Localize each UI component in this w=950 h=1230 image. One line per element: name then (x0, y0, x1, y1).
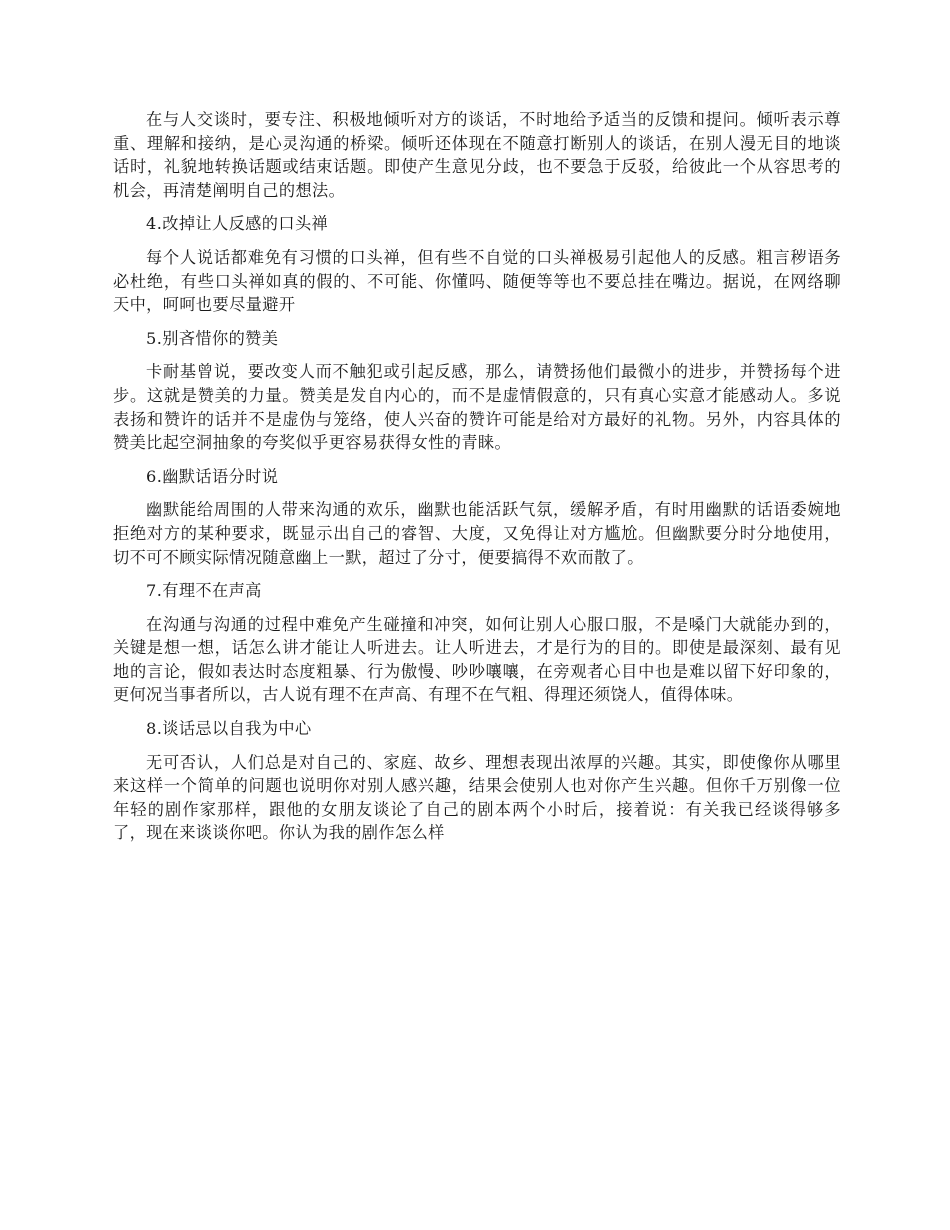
heading-7: 7.有理不在声高 (146, 581, 262, 601)
paragraph-reason: 在沟通与沟通的过程中难免产生碰撞和冲突，如何让别人心服口服，不是嗓门大就能办到的，关键是想一想，话怎么讲才能让人听进去。让人听进去，才是行为的目的。即使是最深刻、最有见地的言论，假如表达时态度粗暴、行为傲慢、吵吵嚷嚷，在旁观者心目中也是难以留下好印象的，更何况当事者所以，古人说有理不在声高、有理不在气粗、得理还须饶人，值得体味。 (113, 614, 841, 705)
document-page (113, 108, 841, 845)
heading-6: 6.幽默话语分时说 (146, 466, 279, 486)
paragraph-praise: 卡耐基曾说，要改变人而不触犯或引起反感，那么，请赞扬他们最微小的进步，并赞扬每个进步。这就是赞美的力量。赞美是发自内心的，而不是虚情假意的，只有真心实意才能感动人。多说表扬和赞许的话并不是虚伪与笼络，使人兴奋的赞许可能是给对方最好的礼物。另外，内容具体的赞美比起空洞抽象的夸奖似乎更容易获得女性的青睐。 (113, 362, 841, 453)
heading-8: 8.谈话忌以自我为中心 (146, 719, 312, 739)
heading-5: 5.别吝惜你的赞美 (146, 328, 279, 348)
paragraph-listening: 在与人交谈时，要专注、积极地倾听对方的谈话，不时地给予适当的反馈和提问。倾听表示尊重、理解和接纳，是心灵沟通的桥梁。倾听还体现在不随意打断别人的谈话，在别人漫无目的地谈话时，礼貌地转换话题或结束话题。即使产生意见分歧，也不要急于反驳，给彼此一个从容思考的机会，再清楚阐明自己的想法。 (113, 110, 841, 200)
paragraph-catchphrase: 每个人说话都难免有习惯的口头禅，但有些不自觉的口头禅极易引起他人的反感。粗言秽语务必杜绝，有些口头禅如真的假的、不可能、你懂吗、随便等等也不要总挂在嘴边。据说，在网络聊天中，呵呵也要尽量避开 (113, 247, 841, 315)
paragraph-humor: 幽默能给周围的人带来沟通的欢乐，幽默也能活跃气氛，缓解矛盾，有时用幽默的话语委婉地拒绝对方的某种要求，既显示出自己的睿智、大度，又免得让对方尴尬。但幽默要分时分地使用，切不可不顾实际情况随意幽上一默，超过了分寸，便要搞得不欢而散了。 (113, 500, 841, 567)
heading-4: 4.改掉让人反感的口头禅 (146, 214, 329, 234)
paragraph-self-centered: 无可否认，人们总是对自己的、家庭、故乡、理想表现出浓厚的兴趣。其实，即使像你从哪里来这样一个简单的问题也说明你对别人感兴趣，结果会使别人也对你产生兴趣。但你千万别像一位年轻的剧作家那样，跟他的女朋友谈论了自己的剧本两个小时后，接着说：有关我已经谈得够多了，现在来谈谈你吧。你认为我的剧作怎么样 (113, 752, 841, 843)
